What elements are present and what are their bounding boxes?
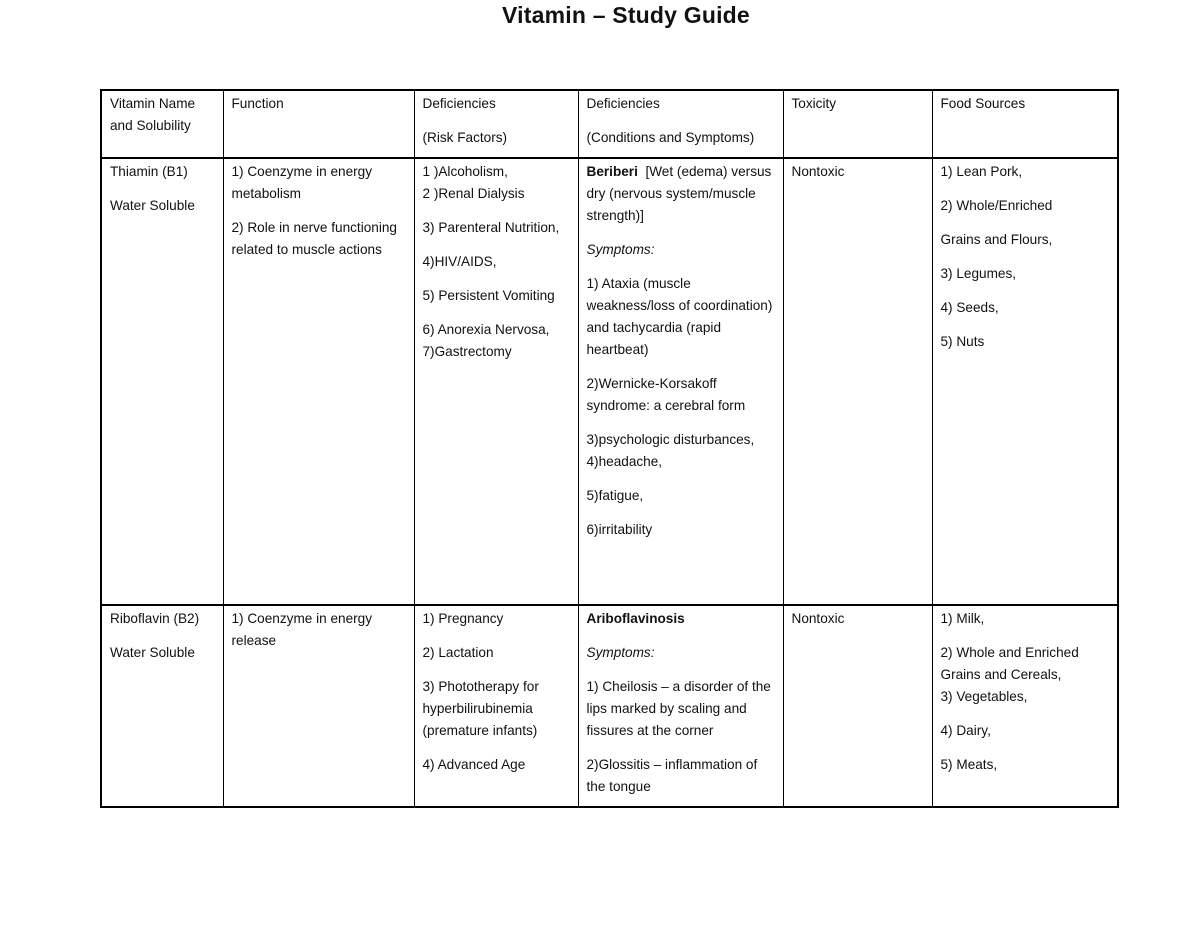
table-row [101, 605, 1118, 807]
cell-risk-factors: 1 )Alcoholism, 2 )Renal Dialysis 3) Parenteral Nutrition, 4)HIV/AIDS, 5) Persistent Vomiting 6) Anorexia Nervosa, 7)Gastrectomy [414, 158, 578, 605]
header-food-sources: Food Sources [932, 90, 1118, 158]
symptoms-label: Symptoms: [586, 242, 655, 257]
cell-function: 1) Coenzyme in energy metabolism 2) Role in nerve functioning related to muscle actions [223, 158, 414, 605]
cell-risk-factors: 1) Pregnancy 2) Lactation 3) Phototherapy for hyperbilirubinemia (premature infants) 4) Advanced Age [414, 605, 578, 807]
cell-vitamin: Riboflavin (B2) Water Soluble [101, 605, 223, 807]
cell-toxicity: Nontoxic [783, 158, 932, 605]
cell-toxicity: Nontoxic [783, 605, 932, 807]
cell-vitamin: Thiamin (B1) Water Soluble [101, 158, 223, 605]
header-toxicity: Toxicity [783, 90, 932, 158]
symptoms-label: Symptoms: [586, 645, 655, 660]
table-row [101, 158, 1118, 605]
cell-function: 1) Coenzyme in energy release [223, 605, 414, 807]
header-vitamin: Vitamin Name and Solubility [101, 90, 223, 158]
cell-food-sources: 1) Lean Pork, 2) Whole/Enriched Grains and Flours, 3) Legumes, 4) Seeds, 5) Nuts [932, 158, 1118, 605]
header-function: Function [223, 90, 414, 158]
header-deficiency-conditions: Deficiencies (Conditions and Symptoms) [578, 90, 783, 158]
cell-conditions: Ariboflavinosis Symptoms: 1) Cheilosis – a disorder of the lips marked by scaling and fissures at the corner 2)Glossitis – inflammation of the tongue [578, 605, 783, 807]
study-guide-table [100, 89, 1119, 808]
cell-conditions: Beriberi [Wet (edema) versus dry (nervous system/muscle strength)] Symptoms: 1) Ataxia (muscle weakness/loss of coordination) and tachycardia (rapid heartbeat) 2)Wernicke-Korsakoff syndrome: a cerebral form 3)psychologic disturbances, 4)headache, 5)fatigue, 6)irritability [578, 158, 783, 605]
page-title: Vitamin – Study Guide [502, 2, 750, 28]
cell-food-sources: 1) Milk, 2) Whole and Enriched Grains and Cereals, 3) Vegetables, 4) Dairy, 5) Meats, [932, 605, 1118, 807]
header-deficiency-risk: Deficiencies (Risk Factors) [414, 90, 578, 158]
condition-name: Beriberi [586, 164, 638, 179]
table-header-row [101, 90, 1118, 158]
condition-detail: [Wet (edema) versus dry (nervous system/muscle strength)] [586, 164, 772, 223]
condition-name: Ariboflavinosis [586, 611, 685, 626]
